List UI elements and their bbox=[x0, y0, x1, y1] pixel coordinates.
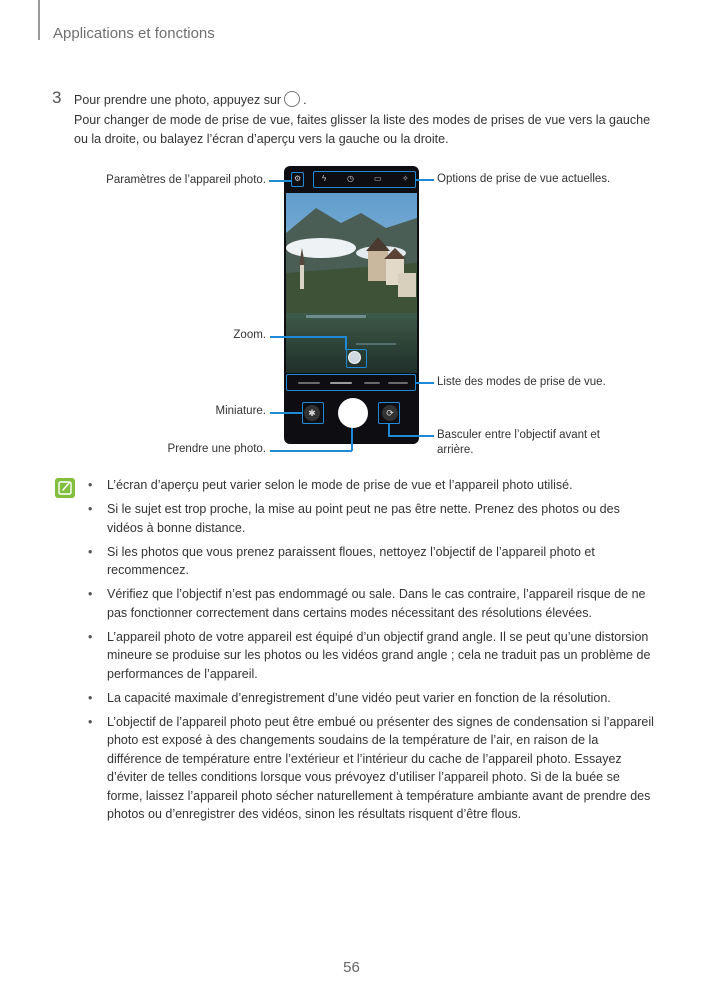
zoom-leader-h bbox=[270, 336, 346, 338]
thumbnail-highlight bbox=[302, 402, 324, 424]
page-number: 56 bbox=[343, 959, 360, 976]
take-photo-leader-v bbox=[351, 428, 353, 451]
callout-settings: Paramètres de l’appareil photo. bbox=[106, 174, 266, 186]
note-icon bbox=[55, 478, 75, 498]
zoom-highlight bbox=[346, 349, 367, 368]
filter-icon[interactable]: ✧ bbox=[402, 174, 409, 183]
page-header: Applications et fonctions bbox=[53, 25, 215, 42]
switch-camera-highlight bbox=[378, 402, 400, 424]
options-leader bbox=[416, 179, 434, 181]
switch-camera-icon[interactable]: ⟳ bbox=[382, 405, 398, 421]
options-highlight bbox=[313, 171, 416, 188]
note-bullet: • La capacité maximale d’enregistrement d’une vidéo peut varier en fonction de la résolution. bbox=[88, 689, 654, 708]
camera-preview bbox=[286, 193, 417, 373]
settings-leader bbox=[269, 180, 292, 182]
step-line1 bbox=[74, 91, 307, 107]
note-bullets bbox=[88, 476, 654, 829]
step-line1-text: Pour prendre une photo, appuyez sur bbox=[74, 93, 282, 107]
shutter-inline-icon bbox=[284, 91, 300, 107]
take-photo-leader-h bbox=[270, 450, 352, 452]
thumbnail-icon[interactable]: ✱ bbox=[304, 405, 320, 421]
timer-icon[interactable]: ◷ bbox=[347, 174, 354, 183]
settings-icon[interactable]: ⚙ bbox=[294, 174, 302, 183]
callout-zoom: Zoom. bbox=[233, 329, 266, 341]
header-rule bbox=[38, 0, 40, 40]
thumbnail-leader bbox=[270, 412, 302, 414]
step-number: 3 bbox=[52, 88, 62, 107]
callout-options: Options de prise de vue actuelles. bbox=[437, 173, 611, 185]
step-line1-end: . bbox=[303, 93, 307, 107]
aspect-ratio-icon[interactable]: ▭ bbox=[374, 174, 382, 183]
callout-switch-camera: Basculer entre l’objectif avant et arrière. bbox=[437, 429, 601, 456]
note-bullet: • Si le sujet est trop proche, la mise au point peut ne pas être nette. Prenez des photos ou des vidéos à bonne distance. bbox=[88, 500, 654, 537]
settings-highlight bbox=[291, 172, 304, 187]
switch-camera-leader-v bbox=[388, 424, 390, 435]
zoom-leader-v bbox=[345, 336, 347, 350]
switch-camera-leader-h bbox=[388, 435, 434, 437]
note-bullet: • Vérifiez que l’objectif n’est pas endommagé ou sale. Dans le cas contraire, l’appareil risque de ne pas fonctionner correctement dans certains modes nécessitant des résolutions élevées. bbox=[88, 585, 654, 622]
modes-highlight bbox=[286, 374, 416, 391]
callout-modes: Liste des modes de prise de vue. bbox=[437, 376, 606, 388]
shutter-button[interactable] bbox=[338, 398, 368, 428]
modes-leader bbox=[416, 382, 434, 384]
step-paragraph: Pour changer de mode de prise de vue, faites glisser la liste des modes de prises de vue vers la gauche ou la droite, ou balayez l’écran d’aperçu vers la gauche ou la droite. bbox=[74, 113, 651, 146]
note-bullet: • L’objectif de l’appareil photo peut être embué ou présenter des signes de condensation si l’appareil photo est exposé à des changements soudains de la température de l’air, en raison de la différence de température entre l’extérieur et l’intérieur du cache de l’appareil photo. Essayez d’éviter de telles conditions lorsque vous prévoyez d’utiliser l’appareil photo. Si de la buée se forme, laissez l’appareil photo sécher naturellement à température ambiante avant de prendre des photos ou d’enregistrer des vidéos, sinon les résultats risquent d’être flous. bbox=[88, 713, 654, 824]
note-bullet: • Si les photos que vous prenez paraissent floues, nettoyez l’objectif de l’appareil photo et recommencez. bbox=[88, 543, 654, 580]
note-bullet: • L’écran d’aperçu peut varier selon le mode de prise de vue et l’appareil photo utilisé. bbox=[88, 476, 654, 495]
callout-thumbnail: Miniature. bbox=[215, 405, 266, 417]
flash-icon[interactable]: ϟ bbox=[322, 174, 327, 183]
callout-take-photo: Prendre une photo. bbox=[167, 443, 266, 455]
note-bullet: • L’appareil photo de votre appareil est équipé d’un objectif grand angle. Il se peut qu’une distorsion mineure se produise sur les photos ou les vidéos grand angle ; cela ne traduit pas un problème de performances de l’appareil. bbox=[88, 628, 654, 684]
